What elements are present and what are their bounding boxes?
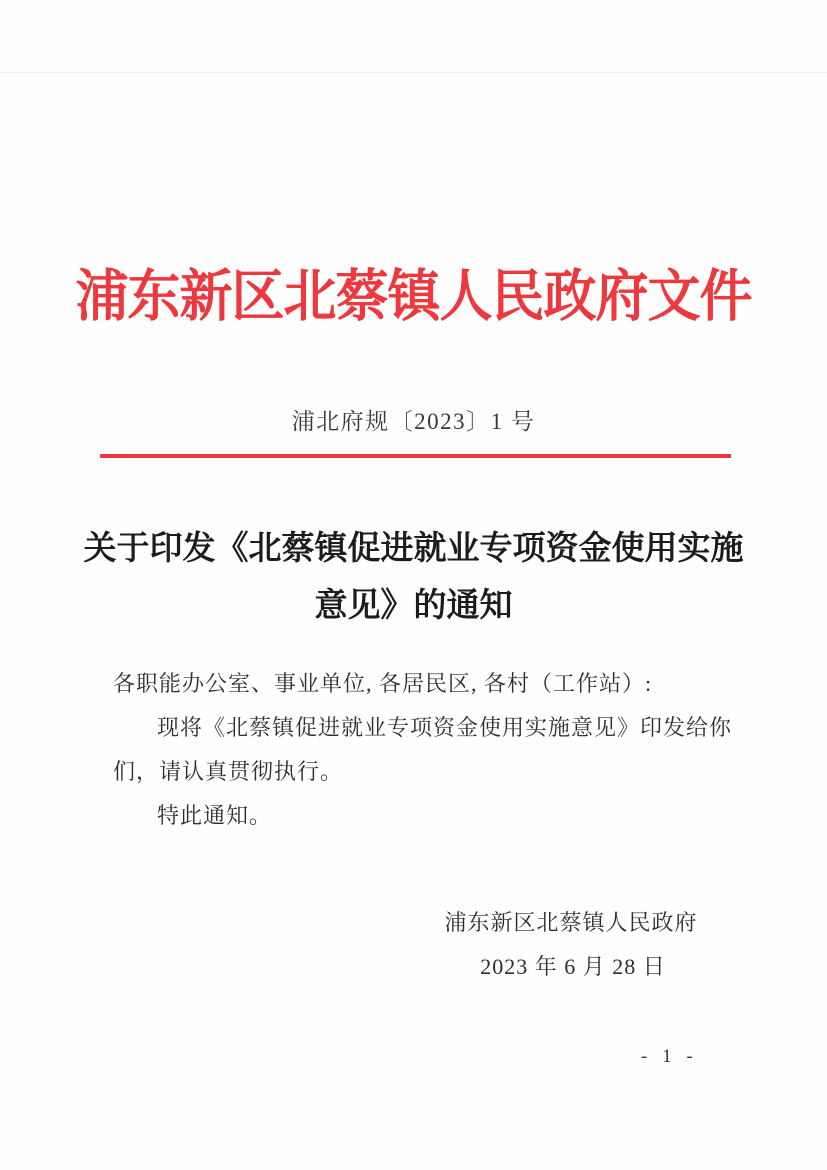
subject-title-line-2: 意见》的通知 [314,588,513,624]
issue-date: 2023 年 6 月 28 日 [480,954,666,979]
scan-artifact-line [0,72,827,73]
closing-line: 特此通知。 [157,803,273,828]
body-paragraph-line: 现将《北蔡镇促进就业专项资金使用实施意见》印发给你 [157,715,733,740]
red-divider-line [100,454,731,458]
salutation-line: 各职能办公室、事业单位, 各居民区, 各村（工作站）: [113,671,653,696]
body-text [113,662,733,838]
issuer-signature: 浦东新区北蔡镇人民政府 [444,910,698,935]
document-number: 浦北府规〔2023〕1 号 [291,409,536,434]
page-number: - 1 - [641,1046,698,1067]
document-header-title: 浦东新区北蔡镇人民政府文件 [75,266,752,329]
body-paragraph-line: 们，请认真贯彻执行。 [113,759,344,784]
subject-title [0,521,827,635]
subject-title-line-1: 关于印发《北蔡镇促进就业专项资金使用实施 [83,531,744,567]
